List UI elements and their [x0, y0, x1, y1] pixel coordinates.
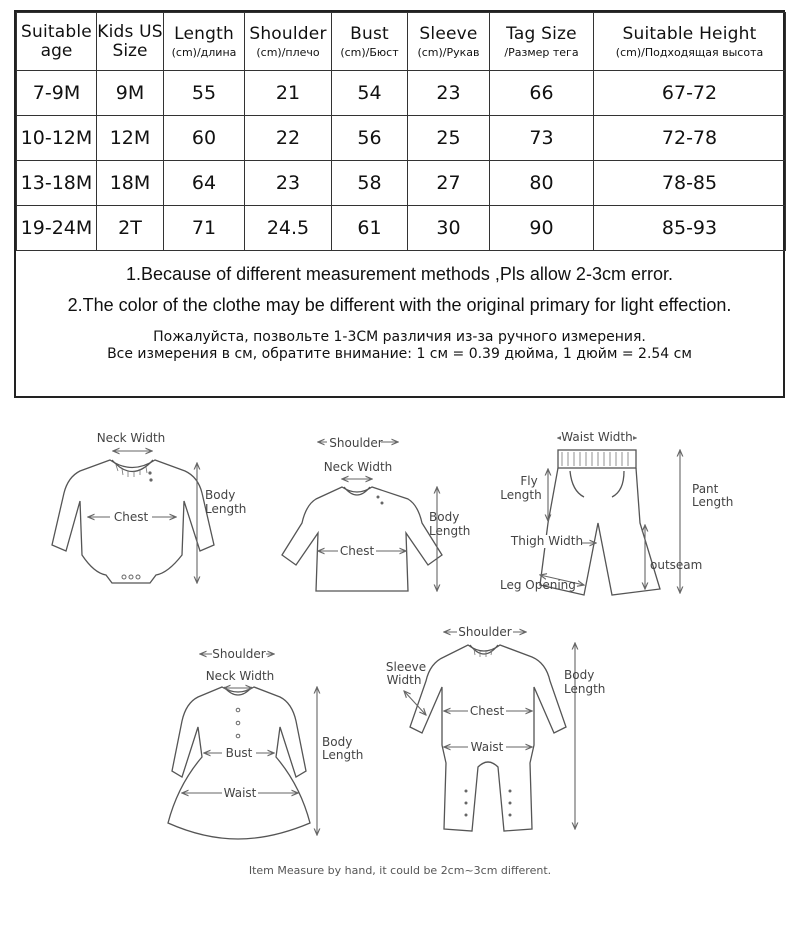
- cell-us-size: 12M: [97, 116, 164, 161]
- bodysuit-crotch-snap: [129, 575, 133, 579]
- cell-sleeve: 30: [408, 206, 490, 251]
- dress-button: [236, 708, 240, 712]
- cell-height: 67-72: [594, 71, 786, 116]
- waist-label: Waist: [223, 786, 257, 800]
- shoulder-label: Shoulder: [458, 625, 512, 639]
- cell-length: 55: [164, 71, 245, 116]
- pants-diagram: [500, 430, 733, 595]
- cell-length: 64: [164, 161, 245, 206]
- cell-height: 78-85: [594, 161, 786, 206]
- neck-width-label: Neck Width: [323, 460, 393, 474]
- pants-outline: [540, 468, 660, 595]
- table-row: [17, 161, 786, 206]
- measurement-notes: [16, 252, 783, 363]
- chest-label: Chest: [339, 544, 375, 558]
- cell-shoulder: 23: [245, 161, 332, 206]
- cell-us-size: 2T: [97, 206, 164, 251]
- table-row: [17, 71, 786, 116]
- header-label: Sleeve: [419, 23, 478, 44]
- size-chart: [14, 10, 785, 398]
- bodysuit-diagram: [52, 431, 246, 583]
- cell-length: 71: [164, 206, 245, 251]
- sleeve-width-label: Sleeve: [385, 660, 427, 674]
- note-color-difference: 2.The color of the clothe may be different with the original primary for light effection.: [67, 295, 732, 315]
- dress-button: [236, 734, 240, 738]
- body-length-label-line2: Length: [205, 502, 247, 516]
- waistband-rib: [562, 452, 628, 466]
- cell-age: 7-9M: [17, 71, 97, 116]
- cell-us-size: 9M: [97, 71, 164, 116]
- footer-note: Item Measure by hand, it could be 2cm~3cm different.: [248, 864, 552, 877]
- body-length-label-line2: Length: [322, 748, 364, 762]
- body-length-label: Body: [205, 488, 236, 502]
- tshirt-button: [381, 502, 384, 505]
- header-shoulder: [245, 13, 332, 71]
- cell-us-size: 18M: [97, 161, 164, 206]
- cell-bust: 58: [332, 161, 408, 206]
- cell-sleeve: 25: [408, 116, 490, 161]
- waist-width-label: Waist Width: [561, 430, 633, 444]
- romper-outline: [410, 645, 566, 831]
- romper-snap: [465, 814, 468, 817]
- measurement-diagrams: [0, 405, 800, 905]
- fly-length-label: Fly: [520, 474, 538, 488]
- romper-snap: [509, 814, 512, 817]
- tshirt-collar: [344, 487, 370, 495]
- table-row: [17, 116, 786, 161]
- header-kids-us-size: [97, 13, 164, 71]
- body-length-label: Body: [564, 668, 595, 682]
- shoulder-label: Shoulder: [329, 436, 383, 450]
- header-tag-size: [490, 13, 594, 71]
- header-label-line2: Size: [112, 40, 148, 61]
- size-table: [16, 12, 786, 251]
- romper-snap: [509, 790, 512, 793]
- header-sublabel: (cm)/Бюст: [340, 45, 399, 59]
- body-length-label-line2: Length: [564, 682, 606, 696]
- cell-bust: 56: [332, 116, 408, 161]
- body-length-label-line2: Length: [429, 524, 471, 538]
- note-ru-manual-measure: Пожалуйста, позвольте 1-3СМ различия из-за ручного измерения.: [153, 329, 646, 345]
- cell-bust: 61: [332, 206, 408, 251]
- header-label: Suitable: [21, 21, 92, 42]
- pants-pocket-right: [612, 471, 624, 497]
- table-row: [17, 206, 786, 251]
- header-label: Suitable Height: [622, 23, 757, 44]
- bodysuit-crotch-snap: [136, 575, 140, 579]
- header-sublabel: (cm)/Подходящая высота: [615, 45, 764, 59]
- table-header-row: [17, 13, 786, 71]
- bodysuit-crotch-snap: [122, 575, 126, 579]
- note-ru-units: Все измерения в см, обратите внимание: 1 см = 0.39 дюйма, 1 дюйм = 2.54 см: [107, 346, 692, 362]
- cell-age: 19-24M: [17, 206, 97, 251]
- pants-waistband: [558, 450, 636, 468]
- header-label: Shoulder: [249, 23, 327, 44]
- cell-age: 13-18M: [17, 161, 97, 206]
- waist-label: Waist: [470, 740, 504, 754]
- body-length-label: Body: [322, 735, 353, 749]
- neck-width-label: Neck Width: [205, 669, 275, 683]
- dress-button: [236, 721, 240, 725]
- romper-snap: [465, 802, 468, 805]
- sleeve-width-label-line2: Width: [386, 673, 422, 687]
- header-label: Kids US: [97, 21, 163, 42]
- bodysuit-snap: [148, 471, 151, 474]
- header-sublabel: /Размер тега: [504, 45, 579, 59]
- cell-bust: 54: [332, 71, 408, 116]
- cell-height: 72-78: [594, 116, 786, 161]
- cell-shoulder: 24.5: [245, 206, 332, 251]
- header-label-line2: age: [40, 40, 73, 61]
- header-suitable-age: [17, 13, 97, 71]
- cell-sleeve: 23: [408, 71, 490, 116]
- shoulder-label: Shoulder: [212, 647, 266, 661]
- cell-age: 10-12M: [17, 116, 97, 161]
- dress-diagram: [168, 647, 363, 839]
- romper-snap: [465, 790, 468, 793]
- outseam-label: outseam: [650, 558, 703, 572]
- cell-tag-size: 80: [490, 161, 594, 206]
- cell-height: 85-93: [594, 206, 786, 251]
- cell-tag-size: 90: [490, 206, 594, 251]
- header-label: Bust: [350, 23, 389, 44]
- cell-shoulder: 22: [245, 116, 332, 161]
- cell-sleeve: 27: [408, 161, 490, 206]
- header-sleeve: [408, 13, 490, 71]
- bust-label: Bust: [225, 746, 253, 760]
- dress-outline: [168, 687, 310, 839]
- cell-shoulder: 21: [245, 71, 332, 116]
- header-sublabel: (cm)/плечо: [256, 45, 320, 59]
- header-bust: [332, 13, 408, 71]
- neck-width-label: Neck Width: [96, 431, 166, 445]
- pant-length-label: Pant: [692, 482, 719, 496]
- pants-pocket-left: [570, 471, 584, 497]
- chest-label: Chest: [113, 510, 149, 524]
- header-length: [164, 13, 245, 71]
- pant-length-label-line2: Length: [692, 495, 734, 509]
- cell-tag-size: 66: [490, 71, 594, 116]
- leg-opening-label: Leg Opening: [500, 578, 576, 592]
- bodysuit-snap: [149, 478, 152, 481]
- note-measurement-error: 1.Because of different measurement methods ,Pls allow 2-3cm error.: [126, 264, 673, 284]
- romper-snap: [509, 802, 512, 805]
- thigh-width-label: Thigh Width: [510, 534, 584, 548]
- tshirt-button: [377, 496, 380, 499]
- cell-length: 60: [164, 116, 245, 161]
- header-suitable-height: [594, 13, 786, 71]
- body-length-label: Body: [429, 510, 460, 524]
- header-label: Length: [174, 23, 234, 44]
- header-label: Tag Size: [506, 23, 577, 44]
- tshirt-diagram: [282, 435, 470, 591]
- header-sublabel: (cm)/Рукав: [417, 45, 480, 59]
- diagram-canvas: [0, 405, 800, 865]
- fly-length-label-line2: Length: [500, 488, 542, 502]
- romper-diagram: [386, 625, 605, 831]
- chest-label: Chest: [469, 704, 505, 718]
- tshirt-outline: [282, 487, 442, 591]
- header-sublabel: (cm)/длина: [171, 45, 237, 59]
- cell-tag-size: 73: [490, 116, 594, 161]
